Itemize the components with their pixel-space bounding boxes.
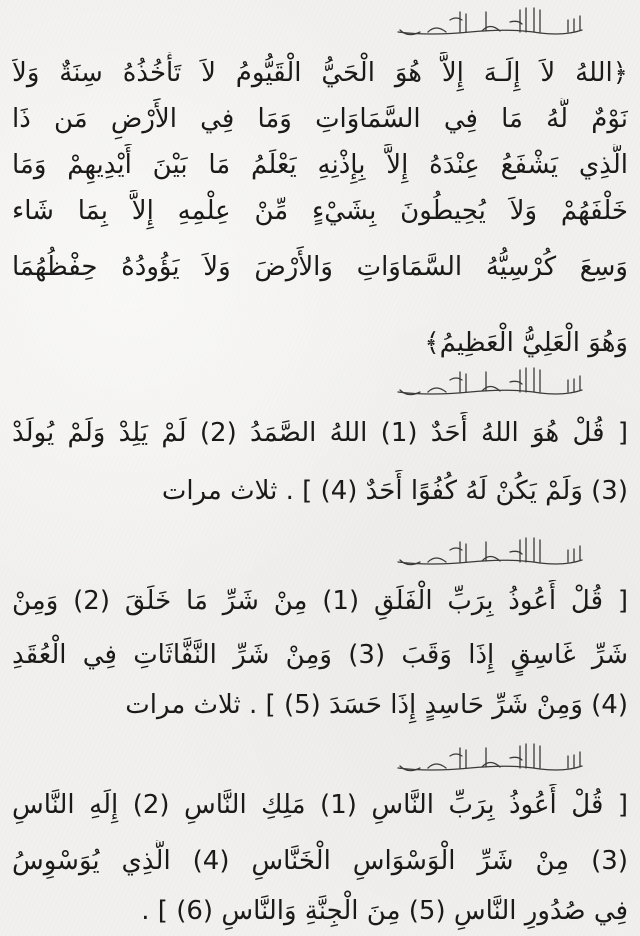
text-line: فِي صُدُورِ النَّاسِ (5) مِنَ الْجِنَّةِ وَالنَّاسِ (6) ] . [141, 896, 628, 926]
basmala-calligraphy-image [390, 738, 590, 778]
basmala-calligraphy-image [390, 362, 590, 402]
basmala-calligraphy [0, 362, 640, 402]
basmala-calligraphy-image [390, 532, 590, 572]
text-line: الَّذِي يَشْفَعُ عِنْدَهُ إِلاَّ بِإِذْنِهِ يَعْلَمُ مَا بَيْنَ أَيْدِيهِمْ وَمَا [12, 150, 628, 180]
text-line: (3) مِنْ شَرِّ الْوَسْوَاسِ الْخَنَّاسِ (4) الَّذِي يُوَسْوِسُ [12, 846, 628, 876]
text-line: [ قُلْ أَعُوذُ بِرَبِّ النَّاسِ (1) مَلِكِ النَّاسِ (2) إِلَهِ النَّاسِ [12, 790, 628, 820]
text-line: نَوْمٌ لَّهُ مَا فِي السَّمَاوَاتِ وَمَا فِي الأَرْضِ مَن ذَا [12, 104, 628, 134]
text-line: وَسِعَ كُرْسِيُّهُ السَّمَاوَاتِ وَالأَرْضَ وَلاَ يَؤُودُهُ حِفْظُهُمَا [12, 252, 628, 282]
basmala-calligraphy [0, 738, 640, 778]
text-line: (3) وَلَمْ يَكُنْ لَهُ كُفُوًا أَحَدٌ (4) ] . ثلاث مرات [161, 476, 628, 506]
text-line: [ قُلْ أَعُوذُ بِرَبِّ الْفَلَقِ (1) مِنْ شَرِّ مَا خَلَقَ (2) وَمِنْ [12, 586, 628, 616]
text-line: ﴿اللهُ لاَ إِلَـهَ إِلاَّ هُوَ الْحَيُّ الْقَيُّومُ لاَ تَأْخُذُهُ سِنَةٌ وَلاَ [12, 58, 628, 88]
text-line: خَلْفَهُمْ وَلاَ يُحِيطُونَ بِشَيْءٍ مِّنْ عِلْمِهِ إِلاَّ بِمَا شَاء [12, 196, 628, 226]
basmala-calligraphy [0, 2, 640, 42]
text-line: (4) وَمِنْ شَرِّ حَاسِدٍ إِذَا حَسَدَ (5) ] . ثلاث مرات [125, 690, 628, 720]
text-line: [ قُلْ هُوَ اللهُ أَحَدٌ (1) اللهُ الصَّمَدُ (2) لَمْ يَلِدْ وَلَمْ يُولَدْ [12, 418, 628, 448]
basmala-calligraphy-image [390, 2, 590, 42]
text-line: وَهُوَ الْعَلِيُّ الْعَظِيمُ﴾ [424, 328, 628, 358]
basmala-calligraphy [0, 532, 640, 572]
text-line: شَرِّ غَاسِقٍ إِذَا وَقَبَ (3) وَمِنْ شَرِّ النَّفَّاثَاتِ فِي الْعُقَدِ [12, 640, 628, 670]
